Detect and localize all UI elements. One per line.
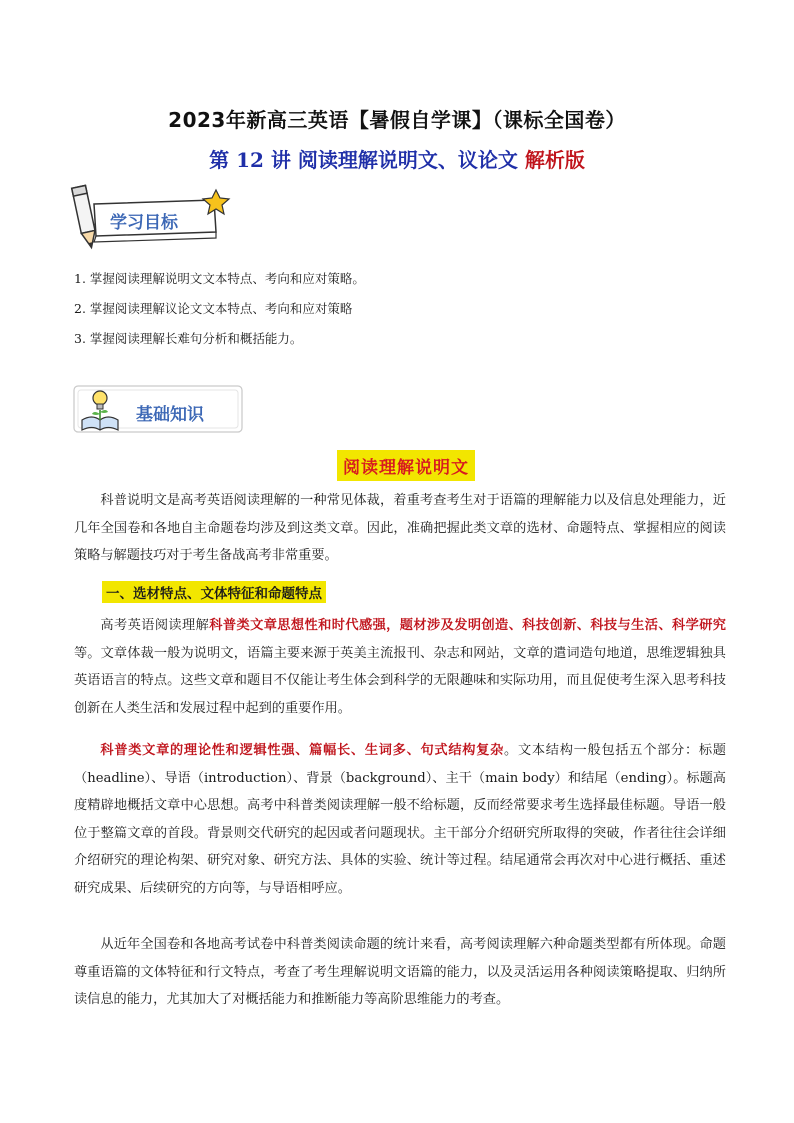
p1-text-post: 等。文章体裁一般为说明文，语篇主要来源于英美主流报刊、杂志和网站，文章的遣词造句地道，思维逻辑独具英语语言的特点。这些文章和题目不仅能让考生体会到科学的无限趣味和实际功用，而且促使考生深入思考科技创新在人类生活和发展过程中起到的重要作用。 (74, 645, 726, 716)
paragraph-3 (74, 931, 726, 1014)
lesson-subtitle (0, 144, 794, 173)
section-banner: 阅读理解说明文 (337, 450, 475, 481)
p2-text-post: 。文本结构一般包括五个部分：标题（headline）、导语（introduction）、背景（background）、主干（main body）和结尾（ending）。标题高度精辟地概括文章中心思想。高考中科普类阅读理解一般不给标题，反而经常要求考生选择最佳标题。导语一般位于整篇文章的首段。背景则交代研究的起因或者问题现状。主干部分介绍研究所取得的突破，作者往往会详细介绍研究的理论构架、研究对象、研究方法、具体的实验、统计等过程。结尾通常会再次对中心进行概括、重述研究成果、后续研究的方向等，与导语相呼应。 (74, 743, 726, 896)
knowledge-badge (72, 380, 246, 438)
knowledge-badge-label: 基础知识 (136, 405, 204, 425)
section-subheading: 一、选材特点、文体特征和命题特点 (102, 581, 326, 603)
p3-text: 从近年全国卷和各地高考试卷中科普类阅读命题的统计来看，高考阅读理解六种命题类型都有所体现。命题尊重语篇的文体特征和行文特点，考查了考生理解说明文语篇的能力，以及灵活运用各种阅读策略提取、归纳所读信息的能力，尤其加大了对概括能力和推断能力等高阶思维能力的考查。 (74, 937, 726, 1007)
p2-highlight: 科普类文章的理论性和逻辑性强、篇幅长、生词多、句式结构复杂 (100, 743, 505, 758)
intro-paragraph (74, 487, 726, 570)
paragraph-2 (74, 737, 726, 902)
goals-badge-label: 学习目标 (110, 213, 178, 233)
goals-badge (66, 182, 236, 252)
goal-item: 1. 掌握阅读理解说明文文本特点、考向和应对策略。 (74, 271, 365, 286)
goal-item: 3. 掌握阅读理解长难句分析和概括能力。 (74, 331, 303, 346)
intro-text: 科普说明文是高考英语阅读理解的一种常见体裁，着重考查考生对于语篇的理解能力以及信息处理能力，近几年全国卷和各地自主命题卷均涉及到这类文章。因此，准确把握此类文章的选材、命题特点、掌握相应的阅读策略与解题技巧对于考生备战高考非常重要。 (74, 493, 726, 563)
goals-list (74, 264, 365, 354)
p1-highlight: 科普类文章思想性和时代感强，题材涉及发明创造、科技创新、科技与生活、科学研究 (209, 618, 726, 633)
p1-text-pre: 高考英语阅读理解 (100, 618, 210, 633)
analysis-version-tag: 解析版 (524, 148, 585, 172)
page-title: 2023年新高三英语【暑假自学课】（课标全国卷） (168, 108, 626, 132)
goal-item: 2. 掌握阅读理解议论文文本特点、考向和应对策略 (74, 301, 353, 316)
paragraph-1 (74, 612, 726, 722)
lesson-subtitle-main: 第 12 讲 阅读理解说明文、议论文 (209, 148, 525, 172)
